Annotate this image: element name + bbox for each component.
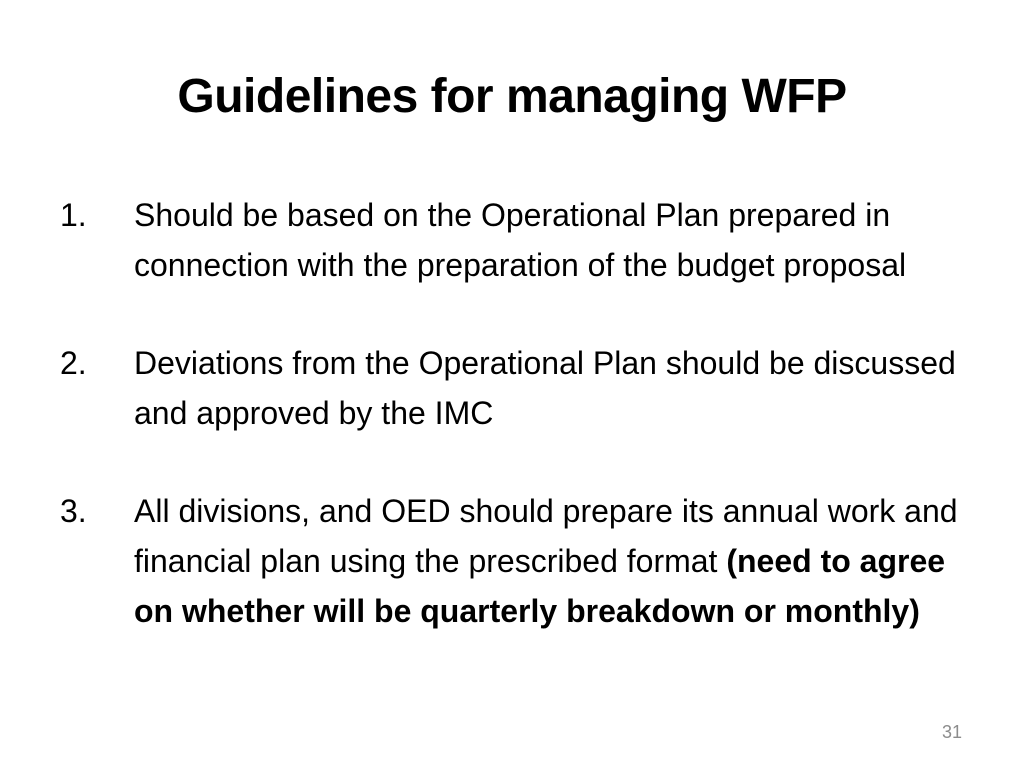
list-item-text: Should be based on the Operational Plan prepared in connection with the preparation of the budget proposal xyxy=(134,197,907,283)
list-item-text: Deviations from the Operational Plan should be discussed and approved by the IMC xyxy=(134,345,956,431)
list-item-number: 1. xyxy=(60,197,87,233)
list-item xyxy=(60,190,980,290)
list-item-bold-note: (need to agree on whether will be quarterly breakdown or monthly) xyxy=(134,543,946,629)
slide-title: Guidelines for managing WFP xyxy=(177,70,847,123)
page-number: 31 xyxy=(941,722,962,742)
guidelines-list xyxy=(60,190,980,636)
list-item xyxy=(60,338,980,438)
list-item-number: 3. xyxy=(60,493,87,529)
list-item xyxy=(60,486,980,636)
list-item-text: All divisions, and OED should prepare its annual work and financial plan using the prescribed format xyxy=(134,493,958,579)
list-item-number: 2. xyxy=(60,345,87,381)
